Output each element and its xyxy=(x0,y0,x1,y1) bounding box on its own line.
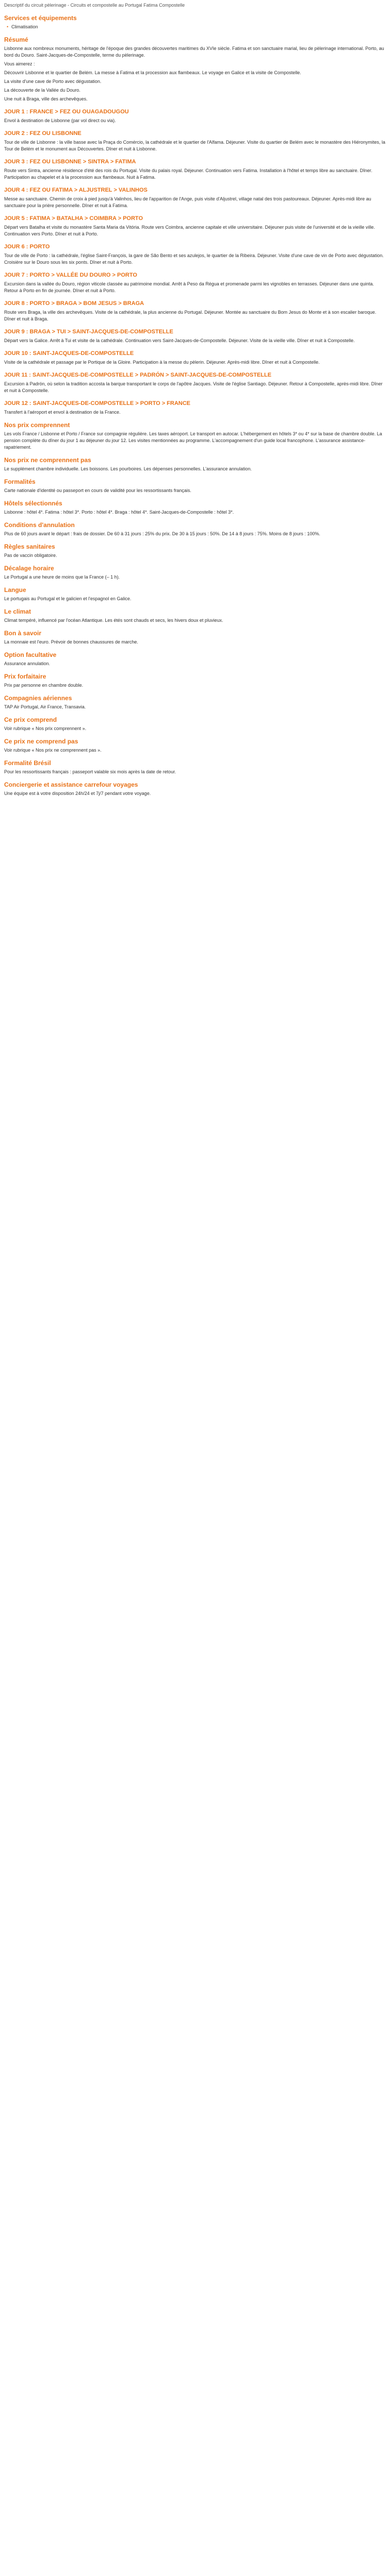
section xyxy=(4,543,387,559)
paragraph: Tour de ville de Porto : la cathédrale, l'église Saint-François, la gare de São Bento et ses azulejos, le quartier de la Ribeira. Déjeuner. Visite d'une cave de vin de Porto avec dégustation. Croisière sur le Douro sous les six ponts. Dîner et nuit à Porto. xyxy=(4,253,384,265)
section-title: Prix forfaitaire xyxy=(4,673,46,680)
section-title: Langue xyxy=(4,586,26,594)
section xyxy=(4,586,387,602)
section xyxy=(4,328,387,344)
paragraph: Lisbonne aux nombreux monuments, héritage de l'époque des grandes découvertes maritimes du XVIe siècle. Fatima et son sanctuaire marial, lieu de pèlerinage international. Porto, au bord du Douro. Saint-Jacques-de-Compostelle, terme du pèlerinage. xyxy=(4,46,384,58)
paragraph: Excursion dans la vallée du Douro, région viticole classée au patrimoine mondial. Arrêt à Peso da Régua et promenade parmi les vignobles en terrasses. Déjeuner dans une quinta. Retour à Porto en fin de journée. Dîner et nuit à Porto. xyxy=(4,281,374,293)
paragraph: Voir rubrique « Nos prix comprennent ». xyxy=(4,726,87,731)
section-title: JOUR 5 : FATIMA > BATALHA > COIMBRA > PORTO xyxy=(4,215,143,222)
section-title: Résumé xyxy=(4,36,28,43)
section xyxy=(4,716,387,732)
section-title: JOUR 9 : BRAGA > TUI > SAINT-JACQUES-DE-COMPOSTELLE xyxy=(4,329,173,335)
section-title: JOUR 1 : FRANCE > FEZ OU OUAGADOUGOU xyxy=(4,109,129,115)
paragraph: Route vers Braga, la ville des archevêques. Visite de la cathédrale, la plus ancienne du Portugal. Déjeuner. Montée au sanctuaire du Bom Jesus do Monte et à son escalier baroque. Dîner et nuit à Braga. xyxy=(4,310,377,321)
section-title: JOUR 2 : FEZ OU LISBONNE xyxy=(4,130,82,137)
section-title: Formalité Brésil xyxy=(4,759,51,767)
paragraph: Lisbonne : hôtel 4*. Fatima : hôtel 3*. Porto : hôtel 4*. Braga : hôtel 4*. Saint-Jacques-de-Compostelle : hôtel 3*. xyxy=(4,510,234,515)
section-title: Nos prix ne comprennent pas xyxy=(4,456,91,464)
section xyxy=(4,350,387,366)
section xyxy=(4,781,387,797)
paragraph: Climat tempéré, influencé par l'océan Atlantique. Les étés sont chauds et secs, les hivers doux et pluvieux. xyxy=(4,618,223,623)
section xyxy=(4,629,387,646)
section xyxy=(4,300,387,323)
paragraph: Découvrir Lisbonne et le quartier de Belém. La messe à Fatima et la procession aux flambeaux. Le voyage en Galice et la visite de Compostelle. xyxy=(4,70,301,75)
section xyxy=(4,672,387,689)
section-title: Option facultative xyxy=(4,651,57,658)
paragraph: Le portugais au Portugal et le galicien et l'espagnol en Galice. xyxy=(4,596,132,601)
paragraph: Le Portugal a une heure de moins que la France (– 1 h). xyxy=(4,574,120,580)
section-title: JOUR 4 : FEZ OU FATIMA > ALJUSTREL > VALINHOS xyxy=(4,187,148,193)
section xyxy=(4,478,387,494)
section xyxy=(4,130,387,152)
section xyxy=(4,14,387,30)
paragraph: TAP Air Portugal, Air France, Transavia. xyxy=(4,704,86,709)
paragraph: Voir rubrique « Nos prix ne comprennent pas ». xyxy=(4,748,102,753)
sections xyxy=(4,14,387,797)
section xyxy=(4,243,387,266)
section-title: Conditions d'annulation xyxy=(4,521,75,529)
bullet-list xyxy=(4,24,387,30)
page xyxy=(0,0,391,809)
bullet-item: • Climatisation xyxy=(11,24,387,30)
section-title: JOUR 8 : PORTO > BRAGA > BOM JESUS > BRAGA xyxy=(4,300,144,307)
paragraph: Carte nationale d'identité ou passeport en cours de validité pour les ressortissants français. xyxy=(4,488,191,493)
section xyxy=(4,108,387,124)
paragraph: Excursion à Padrón, où selon la tradition accosta la barque transportant le corps de l'apôtre Jacques. Visite de l'église Santiago. Déjeuner. Retour à Compostelle, après-midi libre. Dîner et nuit à Compostelle. xyxy=(4,381,383,393)
section xyxy=(4,499,387,516)
section-title: JOUR 7 : PORTO > VALLÉE DU DOURO > PORTO xyxy=(4,272,137,278)
section xyxy=(4,400,387,416)
section-title: Compagnies aériennes xyxy=(4,694,72,702)
section-title: Ce prix comprend xyxy=(4,716,57,723)
paragraph: Assurance annulation. xyxy=(4,661,51,666)
section-title: JOUR 10 : SAINT-JACQUES-DE-COMPOSTELLE xyxy=(4,350,134,357)
section-title: Règles sanitaires xyxy=(4,543,55,550)
section-title: JOUR 12 : SAINT-JACQUES-DE-COMPOSTELLE > PORTO > FRANCE xyxy=(4,400,191,406)
section xyxy=(4,607,387,624)
paragraph: Vous aimerez : xyxy=(4,61,35,66)
section-title: Décalage horaire xyxy=(4,565,54,572)
paragraph: Départ vers Batalha et visite du monastère Santa Maria da Vitória. Route vers Coimbra, ancienne capitale et ville universitaire. Déjeuner puis visite de l'université et de la vieille ville. Continuation vers Porto. Dîner et nuit à Porto. xyxy=(4,225,375,236)
section xyxy=(4,272,387,294)
paragraph: Envol à destination de Lisbonne (par vol direct ou via). xyxy=(4,118,116,123)
paragraph: Départ vers la Galice. Arrêt à Tui et visite de la cathédrale. Continuation vers Saint-Jacques-de-Compostelle. Déjeuner. Visite de la vieille ville. Dîner et nuit à Compostelle. xyxy=(4,338,355,343)
paragraph: Visite de la cathédrale et passage par le Portique de la Gloire. Participation à la messe du pèlerin. Déjeuner. Après-midi libre. Dîner et nuit à Compostelle. xyxy=(4,360,320,365)
section-title: Services et équipements xyxy=(4,14,77,22)
paragraph: Transfert à l'aéroport et envol à destination de la France. xyxy=(4,410,121,415)
section xyxy=(4,456,387,472)
section xyxy=(4,371,387,394)
section xyxy=(4,36,387,103)
section-title: JOUR 3 : FEZ OU LISBONNE > SINTRA > FATIMA xyxy=(4,159,136,165)
section-title: Formalités xyxy=(4,478,36,485)
paragraph: Messe au sanctuaire. Chemin de croix à pied jusqu'à Valinhos, lieu de l'apparition de l'Ange, puis visite d'Aljustrel, village natal des trois pastoureaux. Déjeuner. Après-midi libre au sanctuaire pour la prière personnelle. Dîner et nuit à Fatima. xyxy=(4,196,371,208)
section xyxy=(4,521,387,537)
section xyxy=(4,187,387,209)
section xyxy=(4,215,387,238)
section xyxy=(4,651,387,667)
section xyxy=(4,759,387,775)
paragraph: La visite d'une cave de Porto avec dégustation. xyxy=(4,79,102,84)
paragraph: Tour de ville de Lisbonne : la ville basse avec la Praça do Comércio, la cathédrale et le quartier de l'Alfama. Déjeuner. Visite du quartier de Belém avec le monastère des Hiéronymites, la Tour de Belém et le monument aux Découvertes. Dîner et nuit à Lisbonne. xyxy=(4,140,385,151)
section-title: JOUR 6 : PORTO xyxy=(4,244,50,250)
paragraph: Prix par personne en chambre double. xyxy=(4,683,84,688)
section-title: Le climat xyxy=(4,608,31,615)
section-title: Conciergerie et assistance carrefour voyages xyxy=(4,781,138,788)
breadcrumb: Descriptif du circuit pèlerinage - Circuits et compostelle au Portugal Fatima Compostelle xyxy=(4,3,185,8)
section xyxy=(4,564,387,581)
section xyxy=(4,421,387,451)
paragraph: Plus de 60 jours avant le départ : frais de dossier. De 60 à 31 jours : 25% du prix. De 30 à 15 jours : 50%. De 14 à 8 jours : 75%. Moins de 8 jours : 100%. xyxy=(4,531,320,536)
paragraph: Une nuit à Braga, ville des archevêques. xyxy=(4,96,88,101)
section xyxy=(4,694,387,710)
section-title: Ce prix ne comprend pas xyxy=(4,738,78,745)
paragraph: Le supplément chambre individuelle. Les boissons. Les pourboires. Les dépenses personnelles. L'assurance annulation. xyxy=(4,466,252,471)
paragraph: Pour les ressortissants français : passeport valable six mois après la date de retour. xyxy=(4,769,176,774)
section xyxy=(4,737,387,754)
section xyxy=(4,158,387,181)
paragraph: Les vols France / Lisbonne et Porto / France sur compagnie régulière. Les taxes aéroport. Le transport en autocar. L'hébergement en hôtels 3* ou 4* sur la base de chambre double. La pension complète du dîner du jour 1 au déjeuner du jour 12. Les visites mentionnées au programme. L'accompagnement d'un guide local francophone. L'assurance assistance-rapatriement. xyxy=(4,431,382,450)
paragraph: Une équipe est à votre disposition 24h/24 et 7j/7 pendant votre voyage. xyxy=(4,791,151,796)
paragraph: La monnaie est l'euro. Prévoir de bonnes chaussures de marche. xyxy=(4,639,138,645)
paragraph: La découverte de la Vallée du Douro. xyxy=(4,88,80,93)
paragraph: Pas de vaccin obligatoire. xyxy=(4,553,57,558)
section-title: Hôtels sélectionnés xyxy=(4,500,62,507)
section-title: Nos prix comprennent xyxy=(4,421,70,429)
section-title: JOUR 11 : SAINT-JACQUES-DE-COMPOSTELLE > PADRÓN > SAINT-JACQUES-DE-COMPOSTELLE xyxy=(4,372,272,378)
paragraph: Route vers Sintra, ancienne résidence d'été des rois du Portugal. Visite du palais royal. Déjeuner. Continuation vers Fatima. Installation à l'hôtel et temps libre au sanctuaire. Dîner. Participation au chapelet et à la procession aux flambeaux. Nuit à Fatima. xyxy=(4,168,372,180)
section-title: Bon à savoir xyxy=(4,630,42,637)
